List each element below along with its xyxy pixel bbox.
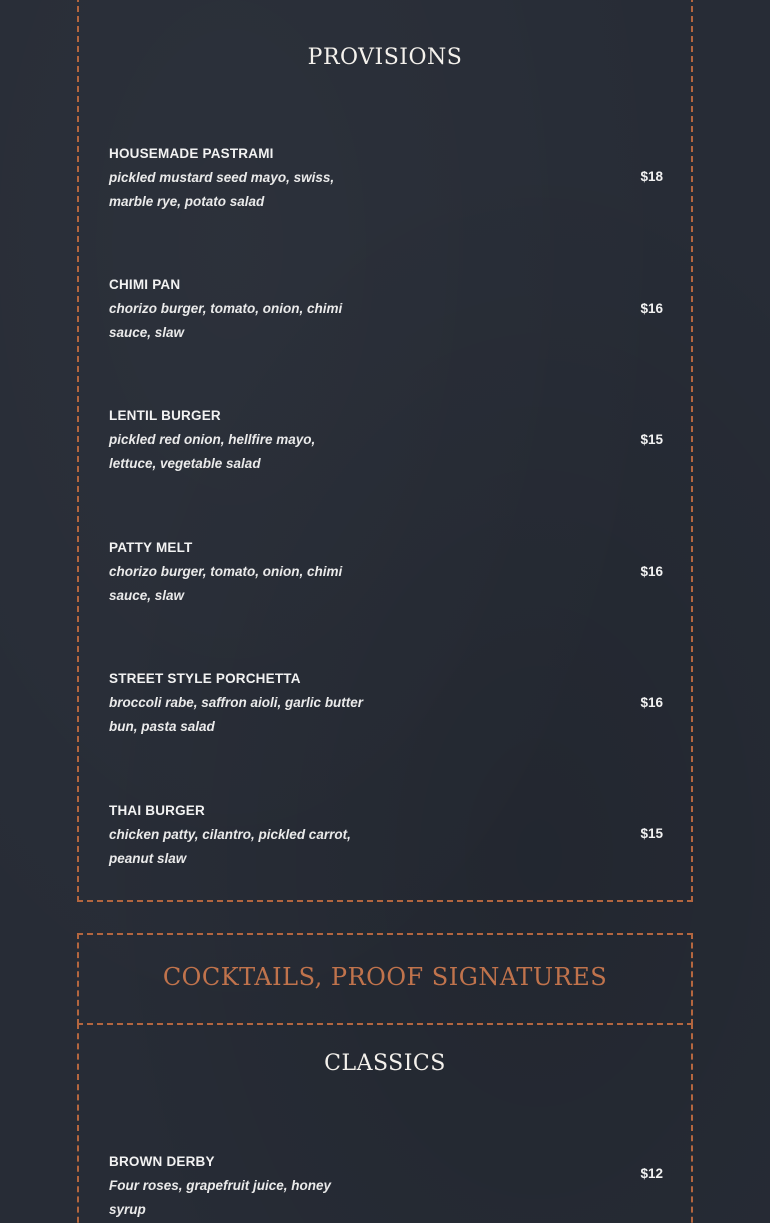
item-description: pickled red onion, hellfire mayo, lettuce, vegetable salad (109, 432, 316, 471)
menu-item-housemade-pastrami (109, 146, 663, 226)
item-description: chicken patty, cilantro, pickled carrot, peanut slaw (109, 827, 351, 866)
item-description: chorizo burger, tomato, onion, chimi sauce, slaw (109, 564, 343, 603)
item-name: PATTY MELT (109, 540, 193, 555)
menu-item-brown-derby (109, 1154, 663, 1223)
item-name: THAI BURGER (109, 803, 205, 818)
item-name: HOUSEMADE PASTRAMI (109, 146, 274, 161)
menu-item-chimi-pan (109, 277, 663, 357)
item-price: $16 (640, 564, 663, 579)
provisions-title: PROVISIONS (307, 45, 463, 70)
cocktails-title: COCKTAILS, PROOF SIGNATURES (162, 963, 608, 991)
item-name: BROWN DERBY (109, 1154, 215, 1169)
classics-section (77, 1023, 693, 1223)
item-description: Four roses, grapefruit juice, honey syrup (109, 1178, 332, 1217)
item-description: broccoli rabe, saffron aioli, garlic butter bun, pasta salad (109, 695, 364, 734)
provisions-section (77, 0, 693, 902)
item-price: $16 (640, 301, 663, 316)
item-price: $12 (640, 1166, 663, 1181)
menu-item-street-style-porchetta (109, 671, 663, 751)
item-price: $15 (640, 432, 663, 447)
item-name: LENTIL BURGER (109, 408, 221, 423)
item-name: CHIMI PAN (109, 277, 181, 292)
item-description: pickled mustard seed mayo, swiss, marble rye, potato salad (109, 170, 335, 209)
item-price: $16 (640, 695, 663, 710)
classics-title: CLASSICS (324, 1051, 446, 1076)
cocktails-section (77, 933, 693, 1025)
menu-item-lentil-burger (109, 408, 663, 488)
menu-item-patty-melt (109, 540, 663, 620)
item-name: STREET STYLE PORCHETTA (109, 671, 301, 686)
item-description: chorizo burger, tomato, onion, chimi sauce, slaw (109, 301, 343, 340)
item-price: $15 (640, 826, 663, 841)
item-price: $18 (640, 169, 663, 184)
menu-item-thai-burger (109, 803, 663, 883)
